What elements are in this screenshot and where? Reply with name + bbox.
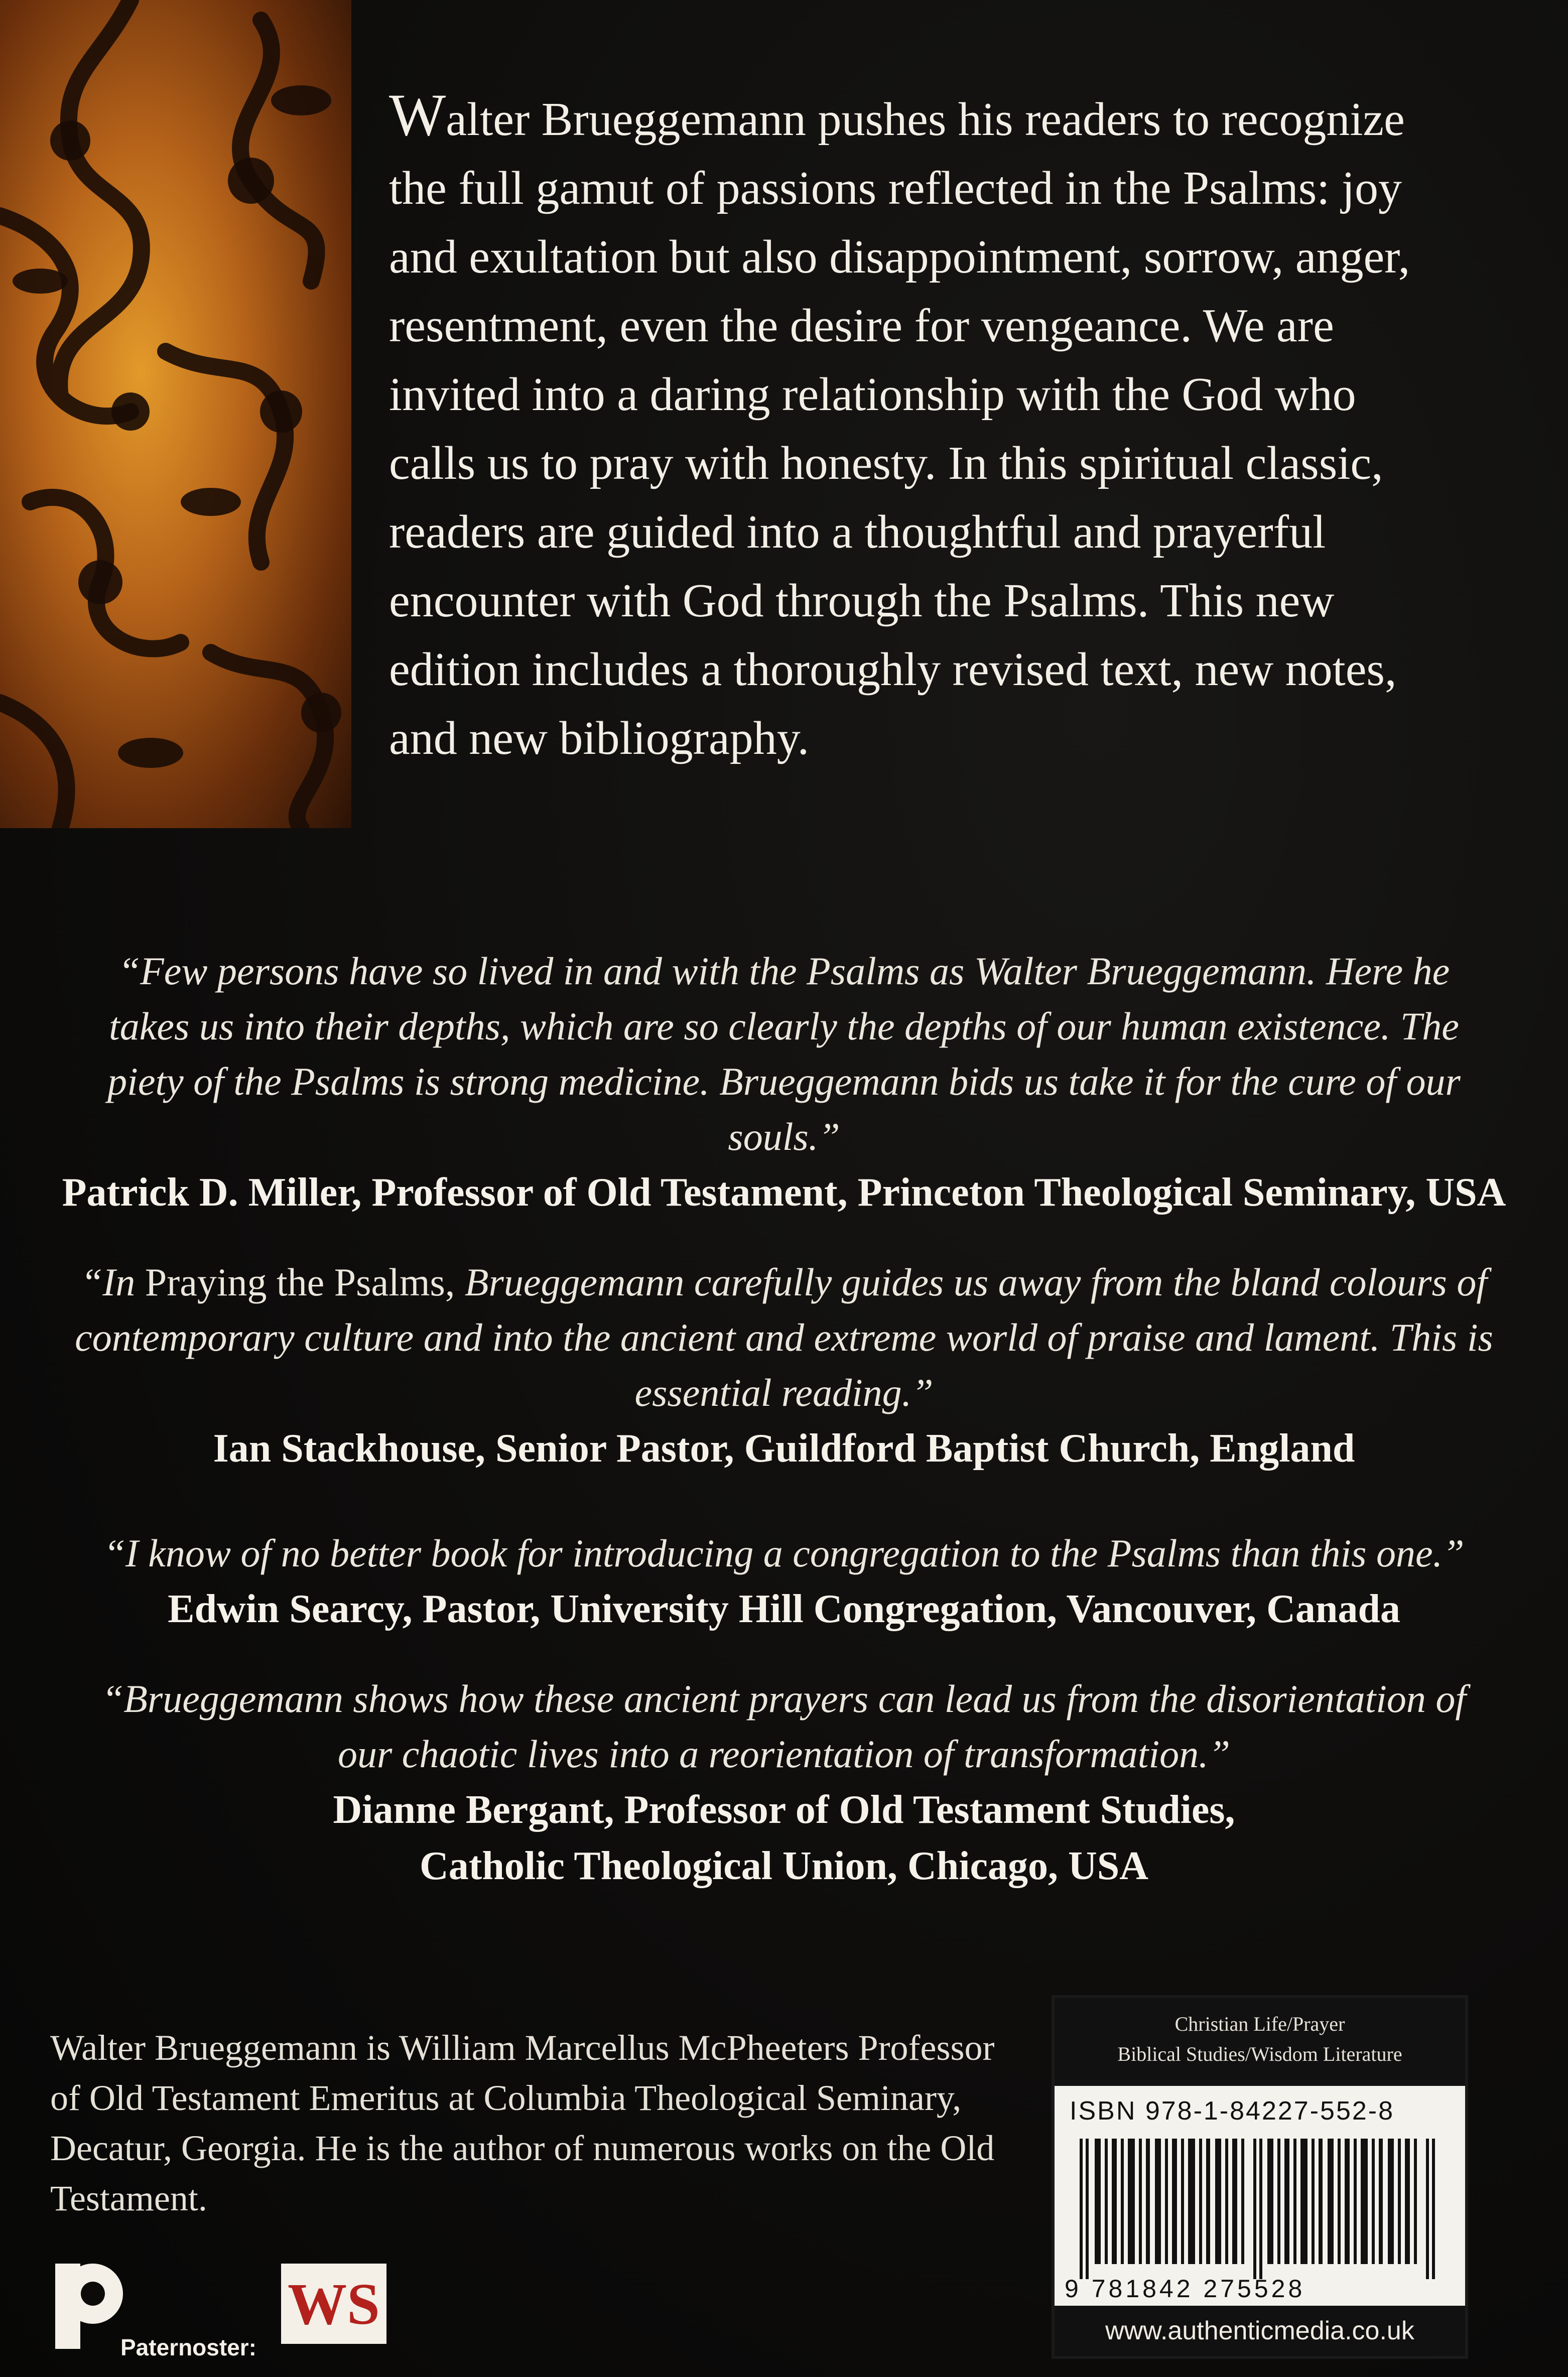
paternoster-p-icon [50, 2259, 125, 2354]
endorsement-quote: “Few persons have so lived in and with the Psalms as Walter Brueggemann. Here he takes us into their depths, which are so clearly the depths of our human existence. The piety of the Psalms is strong medicine. Brueggemann bids us take it for the cure of our souls.” [107, 949, 1461, 1158]
ws-logo-text: WS [288, 2271, 380, 2337]
isbn-barcode-box [1052, 1995, 1468, 2359]
attribution-line: Catholic Theological Union, Chicago, USA [420, 1844, 1148, 1888]
ws-logo [281, 2264, 386, 2344]
description-text: alter Brueggemann pushes his readers to recognize the full gamut of passions reflected in the Psalms: joy and exultation but also disappointment, sorrow, anger, resentment, even the desire for vengeance. We are invited into a daring relationship with the God who calls us to pray with honesty. In this spiritual classic, readers are guided into a thoughtful and prayerful encounter with God through the Psalms. This new edition includes a thoroughly revised text, new notes, and new bibliography. [389, 93, 1410, 764]
book-description [389, 80, 1443, 773]
isbn-number: ISBN 978-1-84227-552-8 [1070, 2096, 1395, 2126]
endorsement-quote [30, 1255, 1538, 1420]
attribution-line: Dianne Bergant, Professor of Old Testament Studies, [333, 1788, 1235, 1832]
category-line: Christian Life/Prayer [1174, 2013, 1345, 2035]
endorsement-attribution [30, 1164, 1538, 1221]
attribution-line: Ian Stackhouse, Senior Pastor, Guildford Baptist Church, England [213, 1426, 1355, 1471]
decorative-artwork [0, 0, 351, 828]
endorsement-1 [30, 944, 1538, 1221]
quote-body: Brueggemann carefully guides us away from the bland colours of contemporary culture and into the ancient and extreme world of praise and lament. This is essential reading.” [75, 1260, 1493, 1414]
endorsement-attribution [30, 1581, 1538, 1637]
paternoster-logo [50, 2259, 261, 2359]
barcode-icon [1075, 2139, 1446, 2279]
author-bio: Walter Brueggemann is William Marcellus McPheeters Professor of Old Testament Emeritus at Columbia Theological Seminary, Decatur, Georgia. He is the author of numerous works on the Old Testament. [50, 2028, 995, 2218]
swirl-ornament-icon [0, 0, 351, 828]
category-line: Biblical Studies/Wisdom Literature [1117, 2043, 1402, 2065]
publisher-website: www.authenticmedia.co.uk [1055, 2306, 1465, 2356]
endorsement-quote: “I know of no better book for introducing a congregation to the Psalms than this one.” [103, 1531, 1465, 1575]
endorsement-2 [30, 1255, 1538, 1477]
category-label [1055, 1998, 1465, 2086]
attribution-line: Edwin Searcy, Pastor, University Hill Congregation, Vancouver, Canada [168, 1587, 1400, 1631]
endorsement-4 [30, 1671, 1538, 1894]
endorsement-quote: “Brueggemann shows how these ancient prayers can lead us from the disorientation of our chaotic lives into a reorientation of transformation.” [101, 1677, 1467, 1776]
endorsement-attribution [30, 1782, 1538, 1894]
quote-book-title: Praying the Psalms, [145, 1260, 455, 1304]
quote-prefix: “In [81, 1260, 145, 1304]
endorsement-attribution [30, 1420, 1538, 1477]
paternoster-name: Paternoster: [120, 2334, 256, 2360]
barcode-digits: 9 781842 275528 [1065, 2275, 1305, 2303]
endorsement-3 [30, 1526, 1538, 1637]
description-dropcap: W [389, 81, 446, 148]
attribution-line: Patrick D. Miller, Professor of Old Testament, Princeton Theological Seminary, USA [62, 1170, 1506, 1215]
